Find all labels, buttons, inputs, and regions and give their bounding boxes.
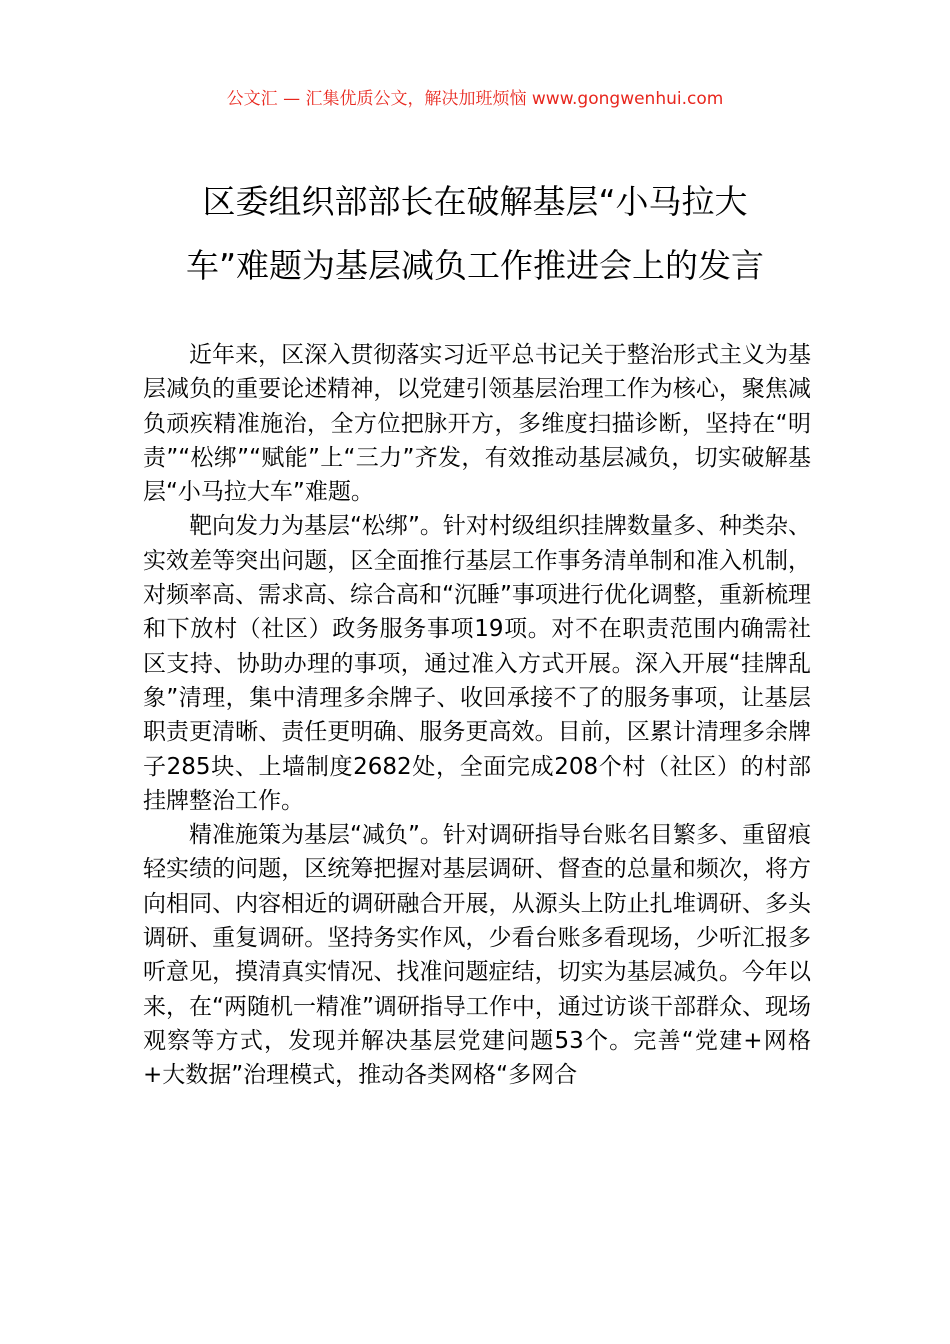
title-line-2: 车”难题为基层减负工作推进会上的发言 [185,246,765,285]
paragraph-intro: 近年来，区深入贯彻落实习近平总书记关于整治形式主义为基层减负的重要论述精神，以党建引领基层治理工作为核心，聚焦减负顽疾精准施治，全方位把脉开方，多维度扫描诊断，坚持在“明责”“松绑”“赋能”上“三力”齐发，有效推动基层减负，切实破解基层“小马拉大车”难题。 [143,342,811,506]
paragraph-songbang: 靶向发力为基层“松绑”。针对村级组织挂牌数量多、种类杂、实效差等突出问题，区全面推行基层工作事务清单制和准入机制，对频率高、需求高、综合高和“沉睡”事项进行优化调整，重新梳理和下放村（社区）政务服务事项19项。对不在职责范围内确需社区支持、协助办理的事项，通过准入方式开展。深入开展“挂牌乱象”清理，集中清理多余牌子、收回承接不了的服务事项，让基层职责更清晰、责任更明确、服务更高效。目前，区累计清理多余牌子285块、上墙制度2682处，全面完成208个村（社区）的村部挂牌整治工作。 [143,513,811,814]
document-title [130,170,820,298]
document-body [143,338,811,1093]
site-header-banner: 公文汇 — 汇集优质公文，解决加班烦恼 www.gongwenhui.com [226,89,724,109]
paragraph-jianfu: 精准施策为基层“减负”。针对调研指导台账名目繁多、重留痕轻实绩的问题，区统筹把握对基层调研、督查的总量和频次，将方向相同、内容相近的调研融合开展，从源头上防止扎堆调研、多头调研、重复调研。坚持务实作风，少看台账多看现场，少听汇报多听意见，摸清真实情况、找准问题症结，切实为基层减负。今年以来，在“两随机一精准”调研指导工作中，通过访谈干部群众、现场观察等方式，发现并解决基层党建问题53个。完善“党建+网格+大数据”治理模式，推动各类网格“多网合 [143,822,811,1089]
title-line-1: 区委组织部部长在破解基层“小马拉大 [202,182,748,221]
